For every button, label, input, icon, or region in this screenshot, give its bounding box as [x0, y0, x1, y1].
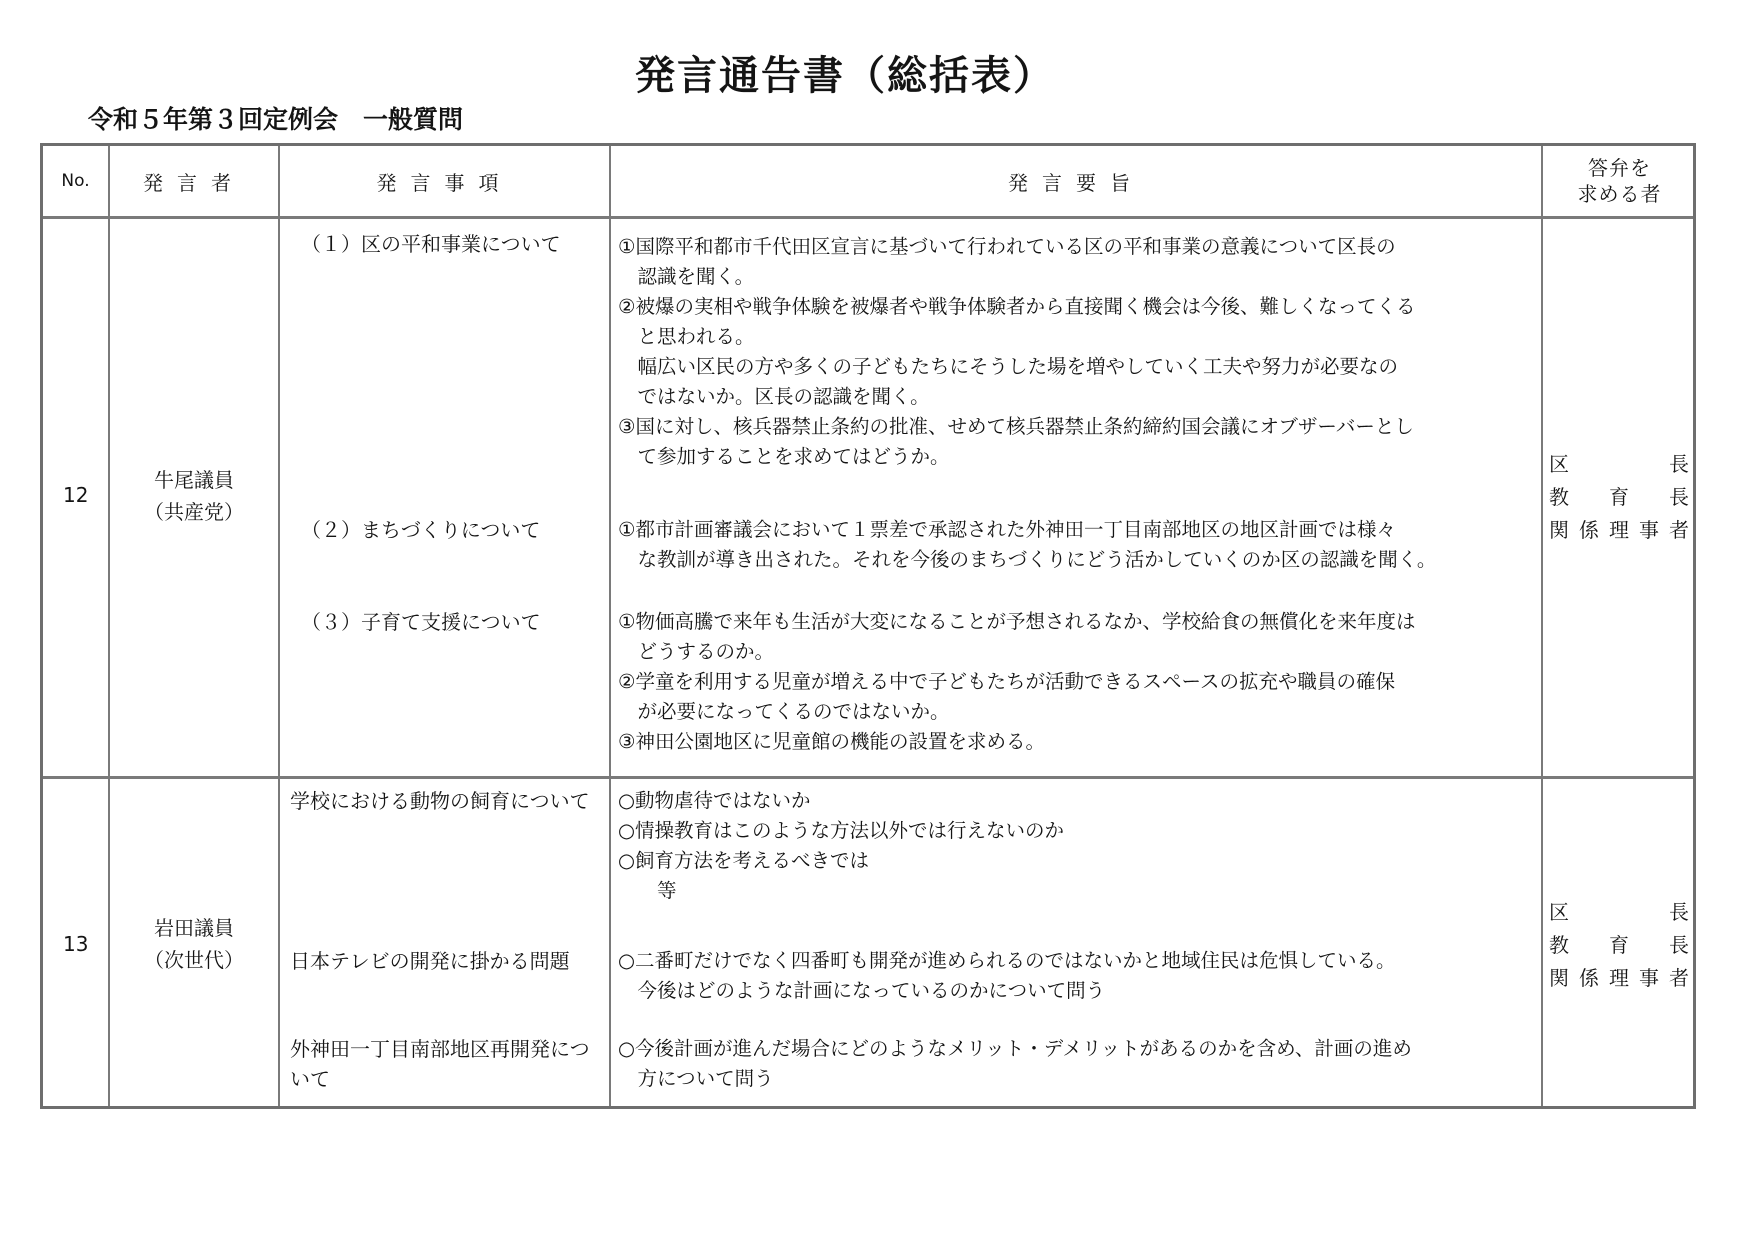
answerer-list	[1549, 896, 1689, 995]
answerer-list	[1549, 448, 1689, 547]
speech-gist: ○二番町だけでなく四番町も開発が進められるのではないかと地域住民は危惧している。 今後はどのような計画になっているのかについて問う	[618, 949, 1396, 1002]
answerer-item: 教育長	[1549, 485, 1689, 509]
header-no: No.	[61, 171, 90, 191]
speech-matter: （２）まちづくりについて	[301, 518, 541, 542]
column-divider	[609, 146, 611, 1106]
speaker-name: 岩田議員 （次世代）	[144, 916, 244, 972]
speaker-name: 牛尾議員 （共産党）	[144, 468, 244, 524]
column-divider	[278, 146, 280, 1106]
speech-gist: ①都市計画審議会において１票差で承認された外神田一丁目南部地区の地区計画では様々 な教訓が導き出された。それを今後のまちづくりにどう活かしていくのか区の認識を聞く。	[618, 518, 1437, 571]
speech-gist: ①国際平和都市千代田区宣言に基づいて行われている区の平和事業の意義について区長の 認識を聞く。 ②被爆の実相や戦争体験を被爆者や戦争体験者から直接聞く機会は今後、難しくなってくる と思われる。 幅広い区民の方や多くの子どもたちにそうした場を増やしていく工夫や努力が必要なの ではないか。区長の認識を聞く。 ③国に対し、核兵器禁止条約の批准、せめて核兵器禁止条約締約国会議にオブザーバーとし て参加することを求めてはどうか。	[618, 235, 1416, 468]
speech-matter: （１）区の平和事業について	[301, 232, 561, 256]
header-speaker: 発言者	[143, 170, 245, 195]
answerer-item: 区長	[1549, 900, 1689, 924]
speech-matter: 日本テレビの開発に掛かる問題	[290, 949, 570, 973]
speech-gist: ○今後計画が進んだ場合にどのようなメリット・デメリットがあるのかを含め、計画の進め 方について問う	[618, 1037, 1412, 1090]
row-divider	[43, 216, 1693, 219]
row-number: 12	[63, 483, 89, 507]
document-subtitle	[88, 100, 463, 136]
speech-gist: ①物価高騰で来年も生活が大変になることが予想されるなか、学校給食の無償化を来年度は どうするのか。 ②学童を利用する児童が増える中で子どもたちが活動できるスペースの拡充や職員の確保 が必要になってくるのではないか。 ③神田公園地区に児童館の機能の設置を求める。	[618, 610, 1416, 753]
speech-matter: 学校における動物の飼育について	[290, 789, 590, 813]
speech-matter: （３）子育て支援について	[301, 610, 541, 634]
header-answerer: 答弁を 求める者	[1577, 156, 1662, 206]
answerer-item: 関係理事者	[1549, 518, 1689, 542]
header-gist: 発言要旨	[1008, 170, 1144, 195]
answerer-item: 関係理事者	[1549, 966, 1689, 990]
notice-table	[40, 143, 1696, 1109]
column-divider	[1541, 146, 1543, 1106]
session-name: 令和５年第３回定例会	[88, 105, 339, 134]
row-number: 13	[63, 932, 89, 956]
speech-matter: 外神田一丁目南部地区再開発について	[290, 1037, 590, 1091]
answerer-item: 教育長	[1549, 933, 1689, 957]
row-divider	[43, 776, 1693, 779]
header-matter: 発言事項	[376, 170, 513, 195]
answerer-item: 区長	[1549, 452, 1689, 476]
speech-gist: ○動物虐待ではないか ○情操教育はこのような方法以外では行えないのか ○飼育方法を考えるべきでは 等	[618, 789, 1065, 902]
document-title: 発言通告書（総括表）	[635, 53, 1055, 99]
question-type: 一般質問	[363, 105, 464, 134]
